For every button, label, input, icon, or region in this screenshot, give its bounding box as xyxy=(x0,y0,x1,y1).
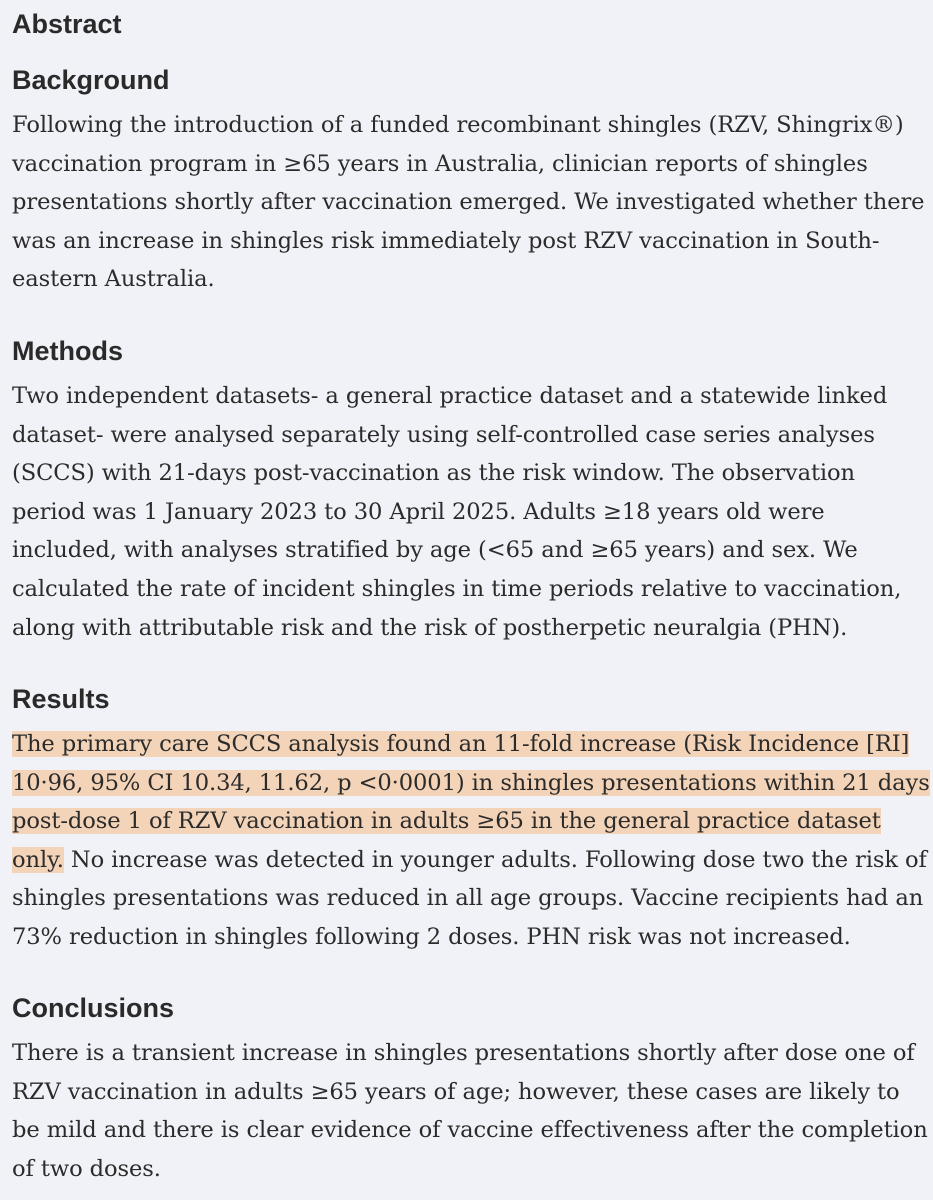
results-text: No increase was detected in younger adults. Following dose two the risk of shingles presentations was reduced in all age groups. Vaccine recipients had an 73% reduction in shingles following 2 doses. PHN risk was not increased. xyxy=(12,846,927,950)
conclusions-heading: Conclusions xyxy=(12,993,175,1023)
background-heading: Background xyxy=(12,65,170,95)
results-heading: Results xyxy=(12,684,110,714)
results-section xyxy=(12,681,930,957)
background-section xyxy=(12,62,930,299)
results-paragraph xyxy=(12,725,930,957)
abstract-heading: Abstract xyxy=(12,9,122,39)
methods-section xyxy=(12,333,930,647)
conclusions-section xyxy=(12,990,930,1188)
methods-text: Two independent datasets- a general practice dataset and a statewide linked dataset- were analysed separately using self-controlled case series analyses (SCCS) with 21-days post-vaccination as the risk window. The observation period was 1 January 2023 to 30 April 2025. Adults ≥18 years old were included, with analyses stratified by age (<65 and ≥65 years) and sex. We calculated the rate of incident shingles in time periods relative to vaccination, along with attributable risk and the risk of postherpetic neuralgia (PHN). xyxy=(12,383,902,641)
conclusions-text: There is a transient increase in shingles presentations shortly after dose one of RZV vaccination in adults ≥65 years of age; however, these cases are likely to be mild and there is clear evidence of vaccine effectiveness after the completion of two doses. xyxy=(12,1040,928,1182)
methods-heading: Methods xyxy=(12,336,123,366)
results-highlighted-text[interactable]: The primary care SCCS analysis found an 11-fold increase (Risk Incidence [RI] 10·96, 95% CI 10.34, 11.62, p <0·0001) in shingles presentations within 21 days post-dose 1 of RZV vaccination in adults ≥65 in the general practice dataset only. xyxy=(12,731,930,873)
background-text: Following the introduction of a funded recombinant shingles (RZV, Shingrix®) vaccination program in ≥65 years in Australia, clinician reports of shingles presentations shortly after vaccination emerged. We investigated whether there was an increase in shingles risk immediately post RZV vaccination in South-eastern Australia. xyxy=(12,112,925,293)
